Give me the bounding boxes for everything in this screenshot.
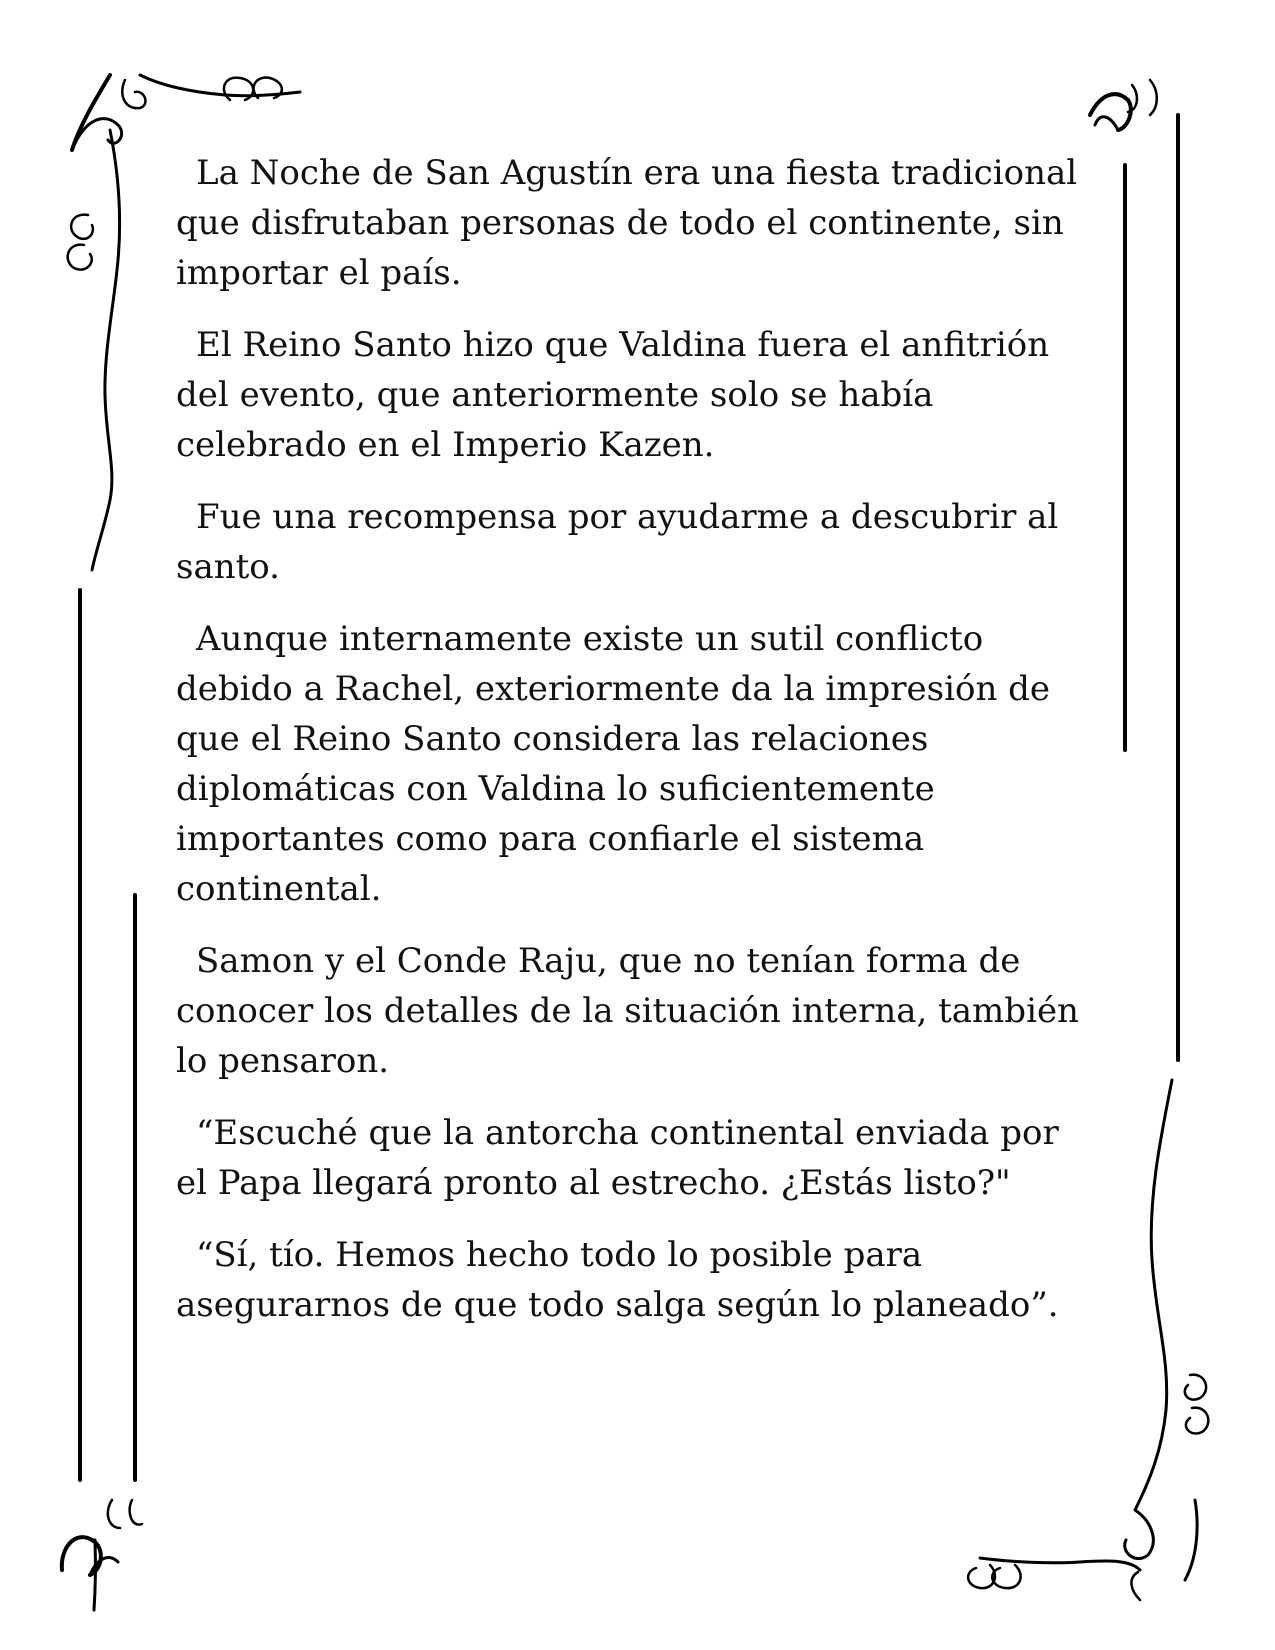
paragraph-3: Fue una recompensa por ayudarme a descubrir al santo.: [176, 497, 1059, 587]
paragraph-7: “Sí, tío. Hemos hecho todo lo posible para asegurarnos de que todo salga según lo planeado”.: [176, 1235, 1059, 1325]
paragraph-4: Aunque internamente existe un sutil conflicto debido a Rachel, exteriormente da la impresión de que el Reino Santo considera las relaciones diplomáticas con Valdina lo suficientemente importantes como para confiarle el sistema continental.: [176, 619, 1051, 909]
body-text: [176, 148, 1096, 1352]
paragraph-2: El Reino Santo hizo que Valdina fuera el anfitrión del evento, que anteriormente solo se había celebrado en el Imperio Kazen.: [176, 325, 1050, 465]
bottom-left-flourish-icon: [62, 895, 142, 1610]
paragraph-6: “Escuché que la antorcha continental enviada por el Papa llegará pronto al estrecho. ¿Estás listo?": [176, 1113, 1059, 1203]
paragraph-5: Samon y el Conde Raju, que no tenían forma de conocer los detalles de la situación interna, también lo pensaron.: [176, 941, 1079, 1081]
paragraph-1: La Noche de San Agustín era una fiesta tradicional que disfrutaban personas de todo el continente, sin importar el país.: [176, 153, 1078, 293]
top-right-flourish-icon: [1090, 80, 1178, 1060]
